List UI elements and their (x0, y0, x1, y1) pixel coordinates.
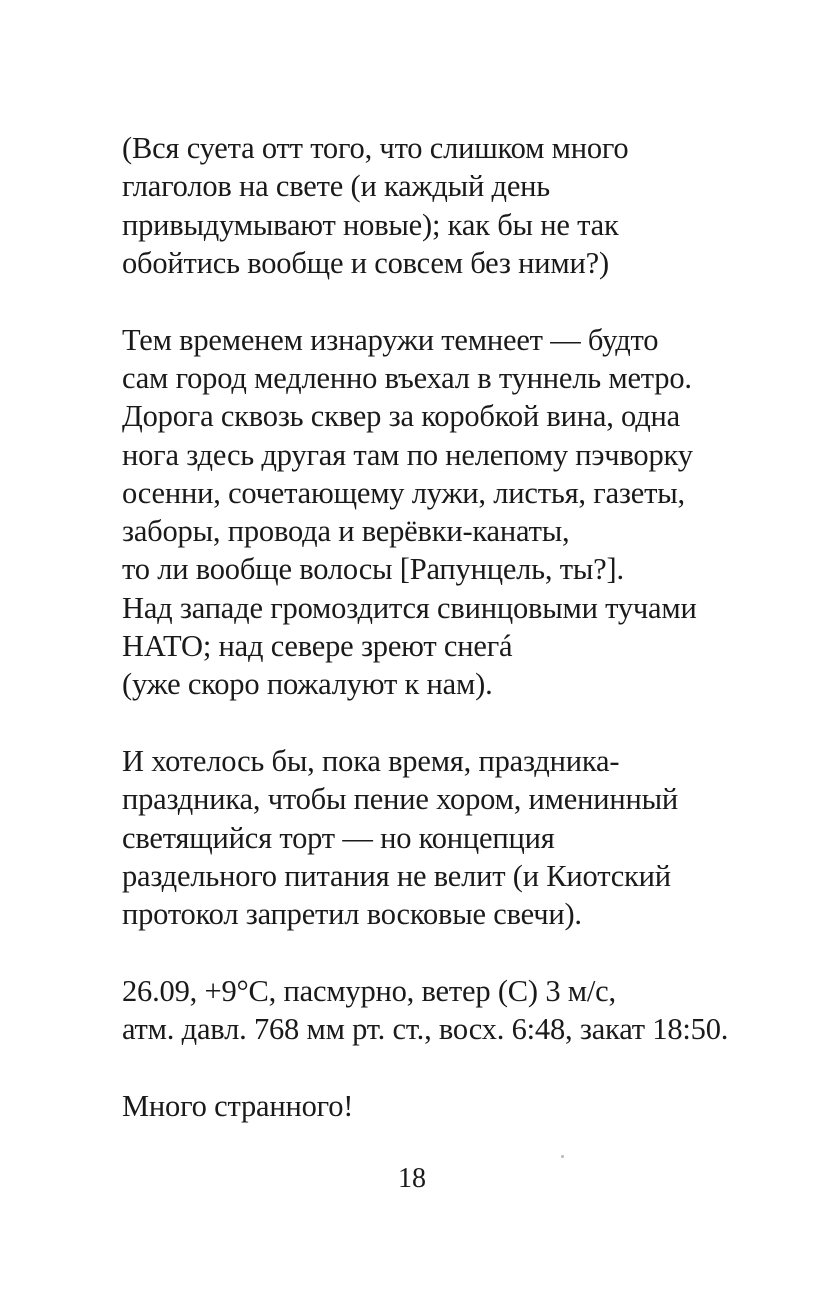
weather-note (122, 972, 782, 1049)
text-line: Над западе громоздится свинцовыми тучами (122, 590, 697, 625)
text-line: раздельного питания не велит (и Киотский (122, 859, 671, 894)
text-line: Дорога сквозь сквер за коробкой вина, одна (122, 399, 680, 434)
text-line: И хотелось бы, пока время, праздника- (122, 744, 620, 779)
poem-text (122, 129, 782, 1164)
text-line: привыдумывают новые); как бы не так (122, 207, 619, 242)
stanza-3 (122, 742, 782, 933)
text-line: 26.09, +9°C, пасмурно, ветер (С) 3 м/с, (122, 974, 616, 1009)
text-line: (Вся суета отт того, что слишком много (122, 131, 629, 165)
text-line: глаголов на свете (и каждый день (122, 169, 551, 204)
text-line: атм. давл. 768 мм рт. ст., восх. 6:48, закат 18:50. (122, 1012, 729, 1047)
text-line: нога здесь другая там по нелепому пэчворку (122, 437, 693, 472)
closing-line (122, 1087, 782, 1125)
print-speck (561, 1155, 564, 1158)
text-line: Тем временем изнаружи темнеет — будто (122, 322, 659, 357)
stanza-1 (122, 129, 782, 282)
page-number: 18 (398, 1163, 426, 1194)
text-line: обойтись вообще и совсем без ними?) (122, 245, 609, 280)
text-line: то ли вообще волосы [Рапунцель, ты?]. (122, 552, 624, 587)
text-line: сам город медленно въехал в туннель метро. (122, 360, 692, 395)
text-line: осенни, сочетающему лужи, листья, газеты, (122, 475, 685, 510)
text-line: праздника, чтобы пение хором, именинный (122, 782, 679, 817)
text-line: заборы, провода и верёвки-канаты, (122, 514, 570, 549)
text-line: светящийся торт — но концепция (122, 820, 555, 855)
text-line: (уже скоро пожалуют к нам). (122, 667, 493, 702)
stanza-2 (122, 321, 782, 704)
text-line: протокол запретил восковые свечи). (122, 897, 582, 932)
text-line: НАТО; над севере зреют снегá (122, 629, 513, 664)
text-line: Много странного! (122, 1089, 354, 1124)
